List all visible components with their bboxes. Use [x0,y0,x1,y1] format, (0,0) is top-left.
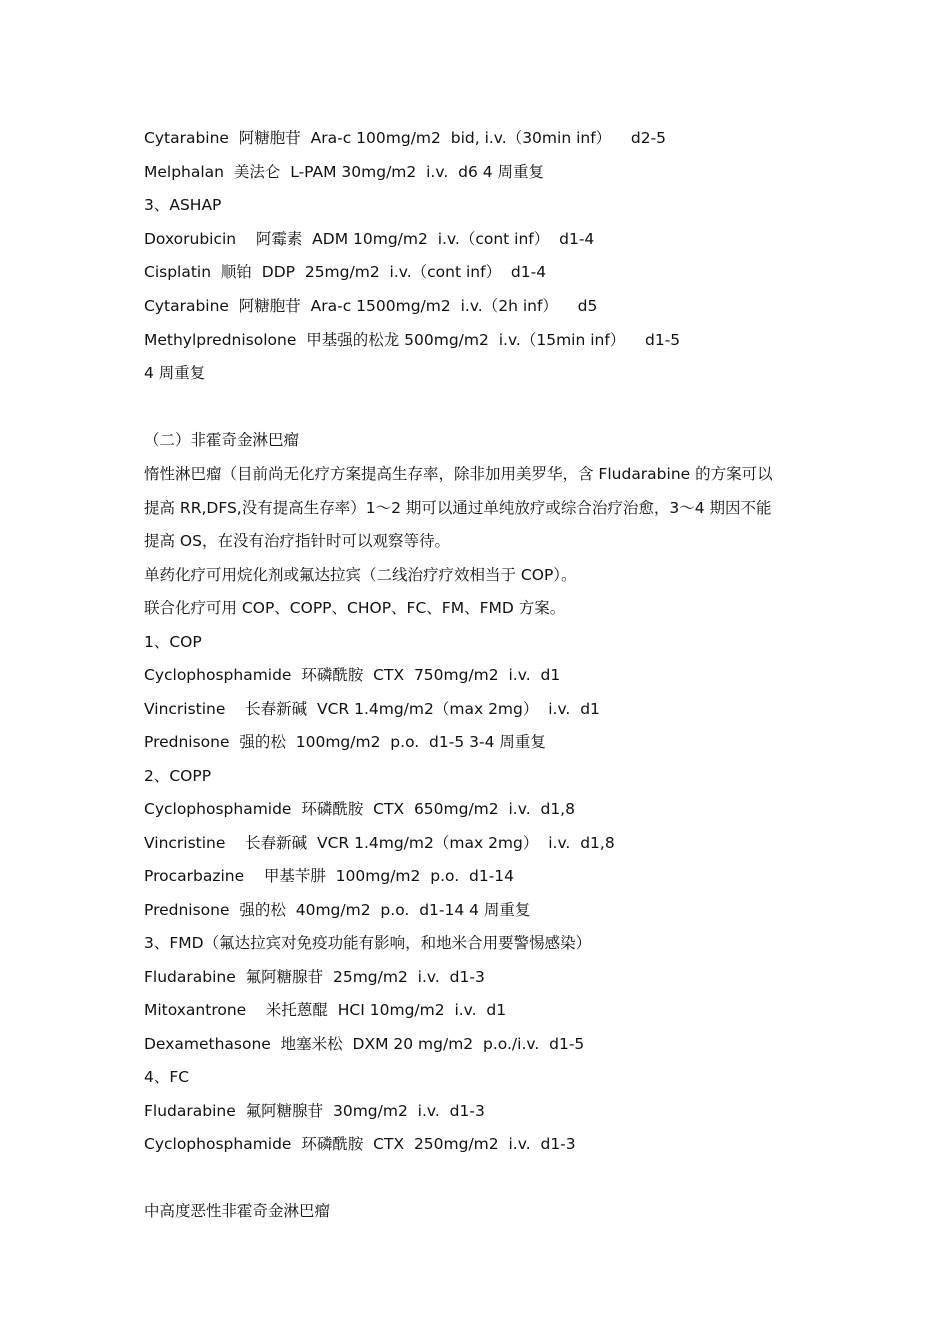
section-heading-nhl: （二）非霍奇金淋巴瘤 [144,431,300,449]
section-heading-aggressive-nhl: 中高度恶性非霍奇金淋巴瘤 [144,1202,331,1220]
regimen-line-cytarabine-2: Cytarabine 阿糖胞苷 Ara-c 1500mg/m2 i.v.（2h inf） d5 [144,297,598,315]
regimen-line-dexamethasone: Dexamethasone 地塞米松 DXM 20 mg/m2 p.o./i.v. d1-5 [144,1035,585,1053]
regimen-line-fludarabine: Fludarabine 氟阿糖腺苷 25mg/m2 i.v. d1-3 [144,968,485,986]
regimen-heading-copp: 2、COPP [144,767,212,785]
regimen-repeat-note: 4 周重复 [144,364,206,382]
regimen-line-cytarabine: Cytarabine 阿糖胞苷 Ara-c 100mg/m2 bid, i.v.（30min inf） d2-5 [144,129,667,147]
regimen-line-prednisone: Prednisone 强的松 100mg/m2 p.o. d1-5 3-4 周重复 [144,733,546,751]
paragraph-line: 联合化疗可用 COP、COPP、CHOP、FC、FM、FMD 方案。 [144,599,566,617]
regimen-line-prednisone: Prednisone 强的松 40mg/m2 p.o. d1-14 4 周重复 [144,901,531,919]
regimen-line-melphalan: Melphalan 美法仑 L-PAM 30mg/m2 i.v. d6 4 周重复 [144,163,545,181]
paragraph-line: 提高 OS，在没有治疗指针时可以观察等待。 [144,532,450,550]
regimen-line-cyclophosphamide: Cyclophosphamide 环磷酰胺 CTX 650mg/m2 i.v. d1,8 [144,800,575,818]
regimen-line-doxorubicin: Doxorubicin 阿霉素 ADM 10mg/m2 i.v.（cont inf） d1-4 [144,230,595,248]
regimen-heading-cop: 1、COP [144,633,202,651]
regimen-line-vincristine: Vincristine 长春新碱 VCR 1.4mg/m2（max 2mg） i.v. d1,8 [144,834,615,852]
regimen-heading-fmd: 3、FMD（氟达拉宾对免疫功能有影响，和地米合用要警惕感染） [144,934,592,952]
regimen-line-fludarabine: Fludarabine 氟阿糖腺苷 30mg/m2 i.v. d1-3 [144,1102,485,1120]
regimen-heading-fc: 4、FC [144,1068,190,1086]
regimen-line-cyclophosphamide: Cyclophosphamide 环磷酰胺 CTX 750mg/m2 i.v. d1 [144,666,561,684]
regimen-line-vincristine: Vincristine 长春新碱 VCR 1.4mg/m2（max 2mg） i.v. d1 [144,700,600,718]
regimen-line-cyclophosphamide: Cyclophosphamide 环磷酰胺 CTX 250mg/m2 i.v. d1-3 [144,1135,576,1153]
paragraph-line: 单药化疗可用烷化剂或氟达拉宾（二线治疗疗效相当于 COP）。 [144,566,577,584]
regimen-line-methylprednisolone: Methylprednisolone 甲基强的松龙 500mg/m2 i.v.（15min inf） d1-5 [144,331,681,349]
regimen-heading-ashap: 3、ASHAP [144,196,222,214]
paragraph-line: 提高 RR,DFS,没有提高生存率）1～2 期可以通过单纯放疗或综合治疗治愈，3～4 期因不能 [144,499,772,517]
regimen-line-procarbazine: Procarbazine 甲基苄肼 100mg/m2 p.o. d1-14 [144,867,515,885]
paragraph-line: 惰性淋巴瘤（目前尚无化疗方案提高生存率，除非加用美罗华，含 Fludarabine 的方案可以 [144,465,773,483]
regimen-line-cisplatin: Cisplatin 顺铂 DDP 25mg/m2 i.v.（cont inf） d1-4 [144,263,547,281]
regimen-line-mitoxantrone: Mitoxantrone 米托蒽醌 HCI 10mg/m2 i.v. d1 [144,1001,507,1019]
